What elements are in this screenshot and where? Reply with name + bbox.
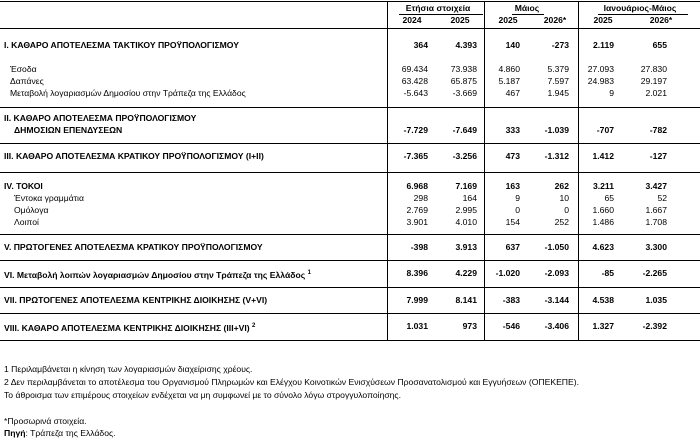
footnote-marker: 1 (307, 270, 311, 276)
row-value: 1.486 (592, 217, 614, 227)
row-value: 1.412 (592, 151, 614, 161)
row-label (4, 320, 255, 334)
row-value: 140 (505, 40, 520, 50)
row-value: 4.010 (455, 217, 477, 227)
source-text: : Τράπεζα της Ελλάδος. (25, 428, 116, 438)
row-value: 73.938 (450, 64, 477, 74)
row-value: 9 (609, 88, 614, 98)
row-label: VII. ΠΡΩΤΟΓΕΝΕΣ ΑΠΟΤΕΛΕΣΜΑ ΚΕΝΤΡΙΚΗΣ ΔΙΟΙΚΗΣΗΣ (V+VI) (4, 295, 268, 305)
row-value: 9 (515, 193, 520, 203)
row-value: 3.913 (455, 242, 477, 252)
footnote-2: 2 Δεν περιλαμβάνεται το αποτέλεσμα του Οργανισμού Πληρωμών και Ελέγχου Κοινοτικών Ενισχύσεων Προσανατολισμού και Εγγυήσεων (ΟΠΕΚΕΠΕ). (4, 377, 579, 387)
row-value: 262 (554, 181, 569, 191)
table-row-IV (0, 180, 700, 192)
column-separator (484, 2, 485, 340)
table-row-I (0, 39, 700, 51)
row-divider (0, 287, 700, 288)
table-row-III (0, 150, 700, 162)
row-value: 467 (505, 88, 520, 98)
row-value: 27.830 (640, 64, 667, 74)
table-top-border (0, 1, 700, 2)
row-value: 655 (652, 40, 667, 50)
row-value: -127 (649, 151, 667, 161)
row-value: -383 (502, 295, 520, 305)
source-label: Πηγή (4, 428, 26, 438)
row-value: 52 (657, 193, 667, 203)
row-value: 2.769 (406, 205, 428, 215)
row-value: 7.597 (547, 76, 569, 86)
row-value: -1.039 (544, 125, 569, 135)
row-value: 4.860 (498, 64, 520, 74)
row-value: 1.327 (592, 321, 614, 331)
row-label: Ομόλογα (14, 205, 49, 215)
row-divider (0, 107, 700, 108)
row-value: -7.365 (403, 151, 428, 161)
row-value: 5.187 (498, 76, 520, 86)
row-value: -1.312 (544, 151, 569, 161)
row-value: 6.968 (406, 181, 428, 191)
source-note (4, 428, 116, 439)
row-label-text: VIII. ΚΑΘΑΡΟ ΑΠΟΤΕΛΕΣΜΑ ΚΕΝΤΡΙΚΗΣ ΔΙΟΙΚΗΣΗΣ (III+VI) (4, 322, 250, 333)
row-value: 4.393 (455, 40, 477, 50)
year-header: 2026* (649, 15, 673, 25)
row-label: Έσοδα (10, 64, 37, 74)
row-value: 2.119 (592, 40, 614, 50)
row-value: 973 (462, 321, 477, 331)
row-value: 3.901 (406, 217, 428, 227)
row-divider (0, 234, 700, 235)
table-row-VII (0, 294, 700, 306)
row-value: 27.093 (587, 64, 614, 74)
column-separator (387, 2, 388, 340)
row-divider (0, 143, 700, 144)
row-label: Λοιποί (14, 217, 39, 227)
table-row-VI (0, 267, 700, 279)
row-value: -85 (601, 268, 614, 278)
row-value: 164 (462, 193, 477, 203)
row-label-text: VI. Μεταβολή λοιπών λογαριασμών Δημοσίου στην Τράπεζα της Ελλάδος (4, 269, 306, 280)
row-label (4, 267, 311, 281)
rounding-note: Το άθροισμα των επιμέρους στοιχείων ενδέχεται να μη συμφωνεί με το σύνολο λόγω στρογγυλοποίησης. (4, 390, 401, 400)
row-value: 4.623 (592, 242, 614, 252)
row-value: -2.093 (544, 268, 569, 278)
row-value: -707 (596, 125, 614, 135)
row-value: -2.265 (642, 268, 667, 278)
row-value: 10 (559, 193, 569, 203)
table-row-II-cont (0, 124, 700, 136)
year-header: 2025 (593, 15, 613, 25)
row-value: 637 (505, 242, 520, 252)
row-label-continued: ΔΗΜΟΣΙΩΝ ΕΠΕΝΔΥΣΕΩΝ (14, 125, 123, 135)
row-value: 65 (604, 193, 614, 203)
row-value: -3.406 (544, 321, 569, 331)
row-value: -3.669 (452, 88, 477, 98)
row-value: 24.983 (587, 76, 614, 86)
header-group-annual: Ετήσια στοιχεία (405, 3, 471, 13)
row-value: 1.035 (645, 295, 667, 305)
row-value: -546 (502, 321, 520, 331)
row-value: -2.392 (642, 321, 667, 331)
row-value: -3.144 (544, 295, 569, 305)
row-value: -5.643 (403, 88, 428, 98)
row-value: -1.020 (495, 268, 520, 278)
row-divider (0, 313, 700, 314)
year-header: 2025 (498, 15, 518, 25)
row-value: 252 (554, 217, 569, 227)
row-value: -3.256 (452, 151, 477, 161)
column-separator (578, 2, 579, 340)
row-value: 3.211 (592, 181, 614, 191)
row-value: 4.538 (592, 295, 614, 305)
row-value: 1.660 (592, 205, 614, 215)
year-header: 2025 (450, 15, 470, 25)
row-value: -7.649 (452, 125, 477, 135)
table-row-expenses (0, 75, 700, 87)
table-row-V (0, 241, 700, 253)
row-value: 1.708 (645, 217, 667, 227)
row-value: 29.197 (640, 76, 667, 86)
row-label: V. ΠΡΩΤΟΓΕΝΕΣ ΑΠΟΤΕΛΕΣΜΑ ΚΡΑΤΙΚΟΥ ΠΡΟΫΠΟΛΟΓΙΣΜΟΥ (4, 242, 263, 252)
row-value: 298 (413, 193, 428, 203)
row-label: III. ΚΑΘΑΡΟ ΑΠΟΤΕΛΕΣΜΑ ΚΡΑΤΙΚΟΥ ΠΡΟΫΠΟΛΟΓΙΣΜΟΥ (I+II) (4, 151, 264, 161)
row-label: IV. ΤΟΚΟΙ (4, 181, 43, 191)
header-group-may: Μάιος (514, 3, 540, 13)
table-row-account-change (0, 87, 700, 99)
row-label: Δαπάνες (10, 76, 44, 86)
row-value: 154 (505, 217, 520, 227)
row-value: -7.729 (403, 125, 428, 135)
provisional-note: *Προσωρινά στοιχεία. (4, 416, 87, 426)
row-value: 5.379 (547, 64, 569, 74)
row-value: 3.427 (645, 181, 667, 191)
row-value: 63.428 (401, 76, 428, 86)
row-divider (0, 260, 700, 261)
footnote-marker: 2 (251, 323, 256, 329)
table-row-revenue (0, 63, 700, 75)
row-value: 8.396 (406, 268, 428, 278)
row-divider (0, 172, 700, 173)
row-value: 163 (505, 181, 520, 191)
year-header: 2024 (402, 15, 422, 25)
row-value: 7.999 (406, 295, 428, 305)
table-row-VIII (0, 320, 700, 332)
row-value: 2.995 (455, 205, 477, 215)
row-value: 1.667 (645, 205, 667, 215)
footnote-1: 1 Περιλαμβάνεται η κίνηση των λογαριασμών διαχείρισης χρέους. (4, 364, 253, 374)
row-value: 473 (505, 151, 520, 161)
table-row-II (0, 112, 700, 124)
row-value: -398 (410, 242, 428, 252)
row-value: 1.031 (406, 321, 428, 331)
row-label: I. ΚΑΘΑΡΟ ΑΠΟΤΕΛΕΣΜΑ ΤΑΚΤΙΚΟΥ ΠΡΟΫΠΟΛΟΓΙΣΜΟΥ (4, 40, 239, 50)
row-value: 3.300 (645, 242, 667, 252)
row-value: 69.434 (401, 64, 428, 74)
row-label: II. ΚΑΘΑΡΟ ΑΠΟΤΕΛΕΣΜΑ ΠΡΟΫΠΟΛΟΓΙΣΜΟΥ (4, 113, 197, 123)
table-row-bonds (0, 204, 700, 216)
header-bottom-border (0, 28, 700, 29)
row-value: -782 (649, 125, 667, 135)
row-value: 2.021 (645, 88, 667, 98)
row-value: 333 (505, 125, 520, 135)
row-label: Μεταβολή λογαριασμών Δημοσίου στην Τράπεζα της Ελλάδος (10, 88, 246, 98)
row-value: 0 (515, 205, 520, 215)
table-bottom-border (0, 340, 700, 341)
header-group-jan-may: Ιανουάριος-Μάιος (603, 3, 677, 13)
row-value: 364 (413, 40, 428, 50)
table-row-other (0, 216, 700, 228)
row-value: 1.945 (547, 88, 569, 98)
row-value: 4.229 (455, 268, 477, 278)
row-value: 7.169 (455, 181, 477, 191)
row-value: 0 (564, 205, 569, 215)
row-value: 65.875 (450, 76, 477, 86)
row-value: -1.050 (544, 242, 569, 252)
row-label: Έντοκα γραμμάτια (14, 193, 84, 203)
table-row-tbills (0, 192, 700, 204)
row-value: 8.141 (455, 295, 477, 305)
row-value: -273 (551, 40, 569, 50)
year-header: 2026* (543, 15, 567, 25)
